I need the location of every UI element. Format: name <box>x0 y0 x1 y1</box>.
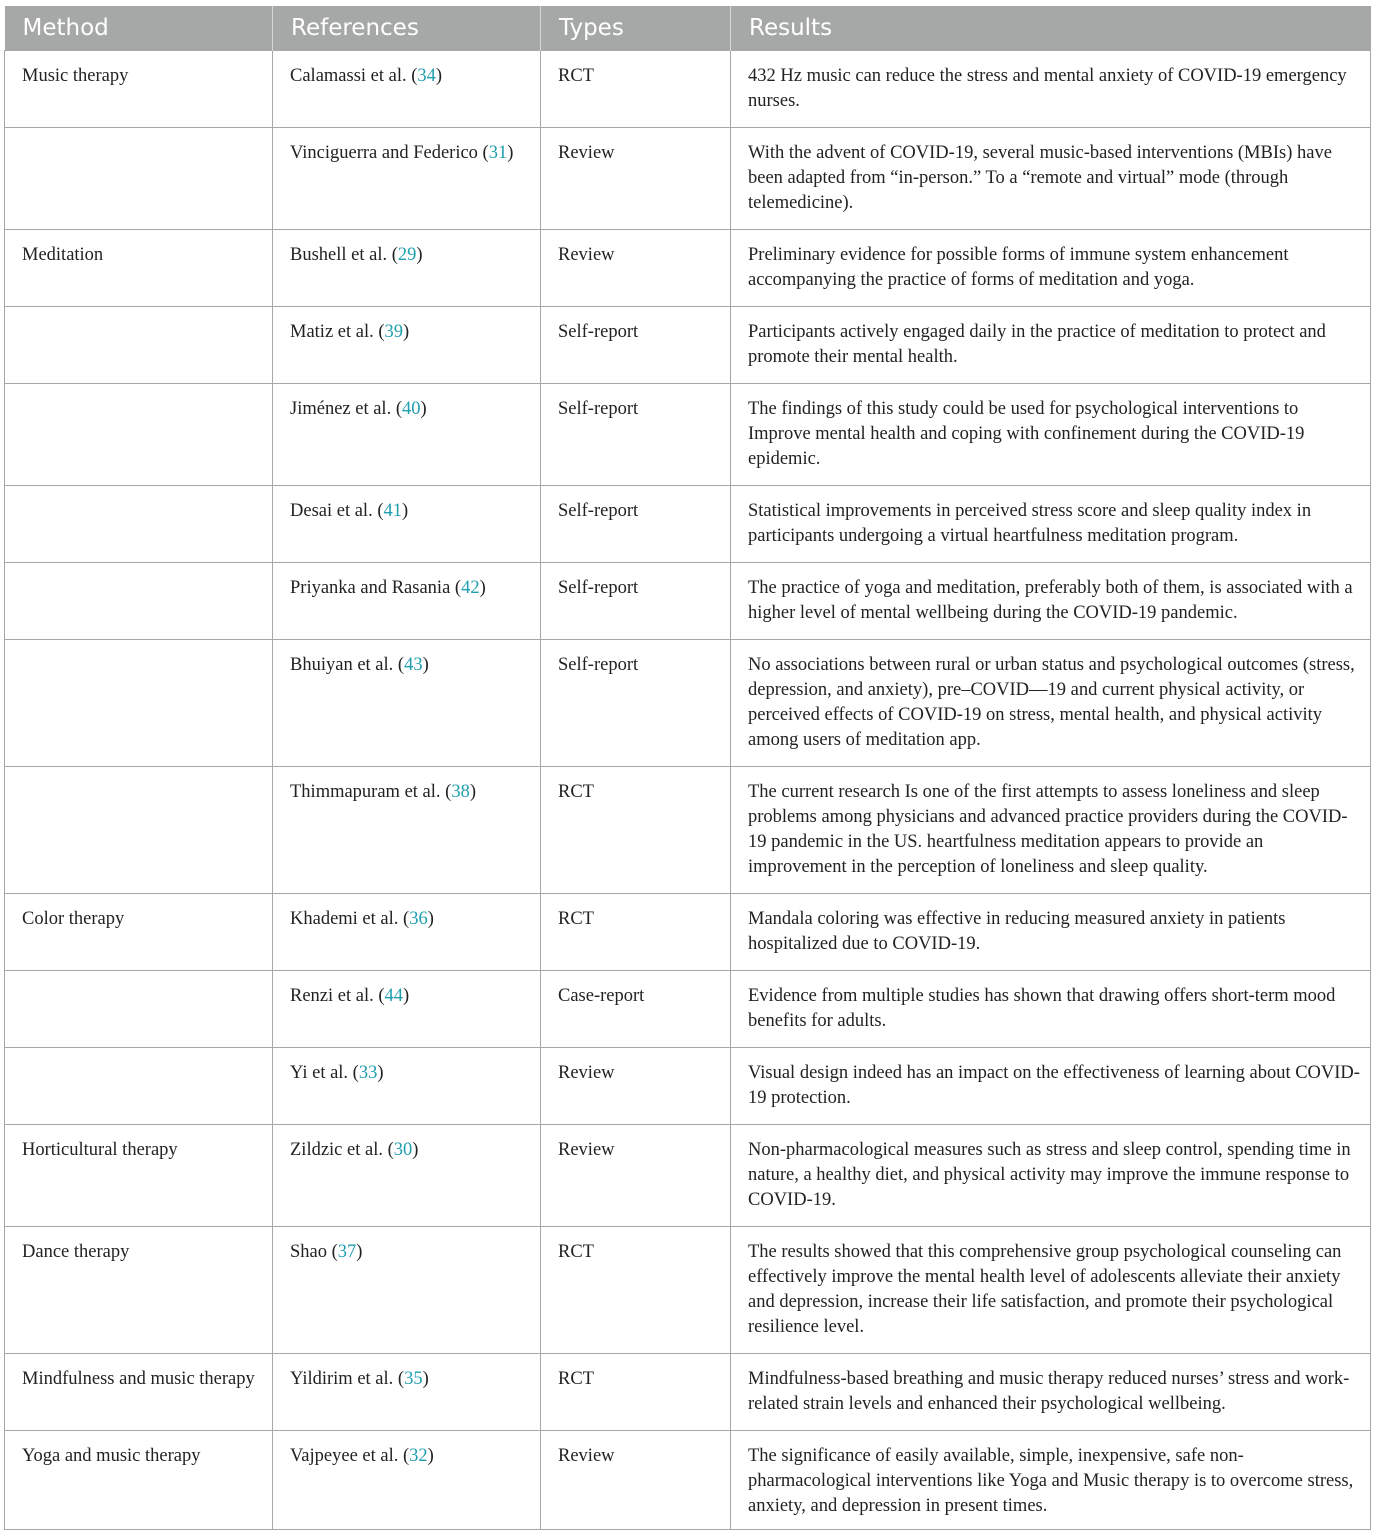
reference-number-link[interactable]: 42 <box>461 578 480 598</box>
table-row <box>5 1227 1371 1354</box>
reference-cell <box>273 767 541 894</box>
table-row <box>5 307 1371 384</box>
reference-cell <box>273 971 541 1048</box>
results-table <box>4 6 1371 1530</box>
result-cell: Participants actively engaged daily in the practice of meditation to protect and promote their mental health. <box>731 307 1371 384</box>
header-types: Types <box>541 6 731 51</box>
reference-author: Thimmapuram et al. ( <box>290 782 452 802</box>
table-row <box>5 640 1371 767</box>
type-cell: Review <box>541 230 731 307</box>
reference-cell <box>273 1431 541 1530</box>
table-row <box>5 1125 1371 1227</box>
method-cell: Music therapy <box>5 51 273 128</box>
result-cell: The current research Is one of the first attempts to assess loneliness and sleep problems among physicians and advanced practice providers during the COVID-19 pandemic in the US. heartfulness meditation appears to provide an improvement in the perception of loneliness and sleep quality. <box>731 767 1371 894</box>
type-cell: Self-report <box>541 307 731 384</box>
reference-close-paren: ) <box>479 578 486 598</box>
reference-number-link[interactable]: 39 <box>384 322 404 342</box>
method-cell <box>5 640 273 767</box>
method-cell <box>5 384 273 486</box>
method-cell: Mindfulness and music therapy <box>5 1354 273 1431</box>
method-cell: Yoga and music therapy <box>5 1431 273 1530</box>
result-cell: Mandala coloring was effective in reducing measured anxiety in patients hospitalized due to COVID-19. <box>731 894 1371 971</box>
type-cell: Self-report <box>541 640 731 767</box>
reference-number-link[interactable]: 38 <box>451 782 470 802</box>
reference-author: Vinciguerra and Federico ( <box>290 143 489 163</box>
table-row <box>5 1431 1371 1530</box>
table-row <box>5 128 1371 230</box>
type-cell: Review <box>541 1125 731 1227</box>
table-body <box>5 51 1371 1530</box>
type-cell: RCT <box>541 51 731 128</box>
table-row <box>5 1048 1371 1125</box>
reference-author: Bushell et al. ( <box>290 245 398 265</box>
type-cell: RCT <box>541 1227 731 1354</box>
reference-close-paren: ) <box>469 782 476 802</box>
reference-number-link[interactable]: 35 <box>404 1369 423 1389</box>
reference-number-link[interactable]: 30 <box>393 1140 413 1160</box>
reference-cell <box>273 1354 541 1431</box>
reference-author: Matiz et al. ( <box>290 322 385 342</box>
reference-close-paren: ) <box>435 66 443 86</box>
header-references: References <box>273 6 541 51</box>
reference-author: Desai et al. ( <box>290 501 384 521</box>
method-cell: Dance therapy <box>5 1227 273 1354</box>
table-row <box>5 384 1371 486</box>
result-cell: Visual design indeed has an impact on the effectiveness of learning about COVID-19 protection. <box>731 1048 1371 1125</box>
reference-close-paren: ) <box>377 1063 384 1083</box>
reference-cell <box>273 230 541 307</box>
reference-number-link[interactable]: 41 <box>383 501 402 521</box>
reference-close-paren: ) <box>507 143 514 163</box>
reference-number-link[interactable]: 33 <box>358 1063 378 1083</box>
method-cell <box>5 563 273 640</box>
reference-cell <box>273 486 541 563</box>
table-row <box>5 563 1371 640</box>
reference-number-link[interactable]: 40 <box>401 399 421 419</box>
result-cell: 432 Hz music can reduce the stress and mental anxiety of COVID-19 emergency nurses. <box>731 51 1371 128</box>
reference-close-paren: ) <box>412 1140 419 1160</box>
reference-close-paren: ) <box>403 322 410 342</box>
reference-close-paren: ) <box>402 501 409 521</box>
type-cell: Case-report <box>541 971 731 1048</box>
table-row <box>5 51 1371 128</box>
reference-author: Khademi et al. ( <box>290 909 410 929</box>
result-cell: No associations between rural or urban status and psychological outcomes (stress, depression, and anxiety), pre–COVID—19 and current physical activity, or perceived effects of COVID-19 on stress, mental health, and physical activity among users of meditation app. <box>731 640 1371 767</box>
table-row <box>5 971 1371 1048</box>
method-cell <box>5 128 273 230</box>
header-method: Method <box>5 6 273 51</box>
type-cell: Self-report <box>541 563 731 640</box>
method-cell: Meditation <box>5 230 273 307</box>
type-cell: RCT <box>541 894 731 971</box>
result-cell: The findings of this study could be used for psychological interventions to Improve mental health and coping with confinement during the COVID-19 epidemic. <box>731 384 1371 486</box>
reference-number-link[interactable]: 31 <box>488 143 508 163</box>
reference-number-link[interactable]: 34 <box>417 66 436 86</box>
method-cell <box>5 486 273 563</box>
reference-author: Yildirim et al. ( <box>290 1369 405 1389</box>
header-row <box>5 6 1371 51</box>
reference-close-paren: ) <box>356 1242 363 1262</box>
result-cell: Mindfulness-based breathing and music therapy reduced nurses’ stress and work-related strain levels and enhanced their psychological wellbeing. <box>731 1354 1371 1431</box>
reference-author: Calamassi et al. ( <box>290 66 418 86</box>
reference-cell <box>273 1048 541 1125</box>
type-cell: RCT <box>541 1354 731 1431</box>
type-cell: RCT <box>541 767 731 894</box>
reference-author: Jiménez et al. ( <box>290 399 402 419</box>
reference-author: Yi et al. ( <box>290 1063 359 1083</box>
reference-author: Renzi et al. ( <box>290 986 385 1006</box>
result-cell: The results showed that this comprehensive group psychological counseling can effectively improve the mental health level of adolescents alleviate their anxiety and depression, increase their life satisfaction, and promote their psychological resilience level. <box>731 1227 1371 1354</box>
reference-close-paren: ) <box>422 655 429 675</box>
type-cell: Review <box>541 1431 731 1530</box>
reference-author: Shao ( <box>290 1242 338 1262</box>
reference-cell <box>273 894 541 971</box>
reference-author: Bhuiyan et al. ( <box>290 655 405 675</box>
reference-close-paren: ) <box>416 245 423 265</box>
reference-cell <box>273 384 541 486</box>
reference-close-paren: ) <box>427 909 434 929</box>
reference-cell <box>273 307 541 384</box>
reference-close-paren: ) <box>422 1369 429 1389</box>
result-cell: With the advent of COVID-19, several music-based interventions (MBIs) have been adapted from “in-person.” To a “remote and virtual” mode (through telemedicine). <box>731 128 1371 230</box>
reference-author: Vajpeyee et al. ( <box>290 1446 410 1466</box>
reference-cell <box>273 51 541 128</box>
table-row <box>5 486 1371 563</box>
method-cell <box>5 1048 273 1125</box>
method-cell <box>5 971 273 1048</box>
reference-cell <box>273 1125 541 1227</box>
reference-cell <box>273 563 541 640</box>
reference-close-paren: ) <box>403 986 410 1006</box>
result-cell: Non-pharmacological measures such as stress and sleep control, spending time in nature, a healthy diet, and physical activity may improve the immune response to COVID-19. <box>731 1125 1371 1227</box>
table-row <box>5 1354 1371 1431</box>
reference-number-link[interactable]: 36 <box>409 909 428 929</box>
result-cell: The significance of easily available, simple, inexpensive, safe non-pharmacological interventions like Yoga and Music therapy is to overcome stress, anxiety, and depression in present times. <box>731 1431 1371 1530</box>
reference-number-link[interactable]: 37 <box>337 1242 357 1262</box>
result-cell: Statistical improvements in perceived stress score and sleep quality index in participants undergoing a virtual heartfulness meditation program. <box>731 486 1371 563</box>
result-cell: Preliminary evidence for possible forms of immune system enhancement accompanying the practice of forms of meditation and yoga. <box>731 230 1371 307</box>
reference-author: Priyanka and Rasania ( <box>290 578 462 598</box>
method-cell <box>5 307 273 384</box>
reference-close-paren: ) <box>420 399 427 419</box>
result-cell: Evidence from multiple studies has shown that drawing offers short-term mood benefits for adults. <box>731 971 1371 1048</box>
reference-cell <box>273 1227 541 1354</box>
type-cell: Self-report <box>541 384 731 486</box>
reference-cell <box>273 640 541 767</box>
type-cell: Review <box>541 1048 731 1125</box>
table-row <box>5 230 1371 307</box>
header-results: Results <box>731 6 1371 51</box>
result-cell: The practice of yoga and meditation, preferably both of them, is associated with a higher level of mental wellbeing during the COVID-19 pandemic. <box>731 563 1371 640</box>
reference-number-link[interactable]: 32 <box>409 1446 428 1466</box>
reference-cell <box>273 128 541 230</box>
table-row <box>5 767 1371 894</box>
reference-number-link[interactable]: 29 <box>397 245 417 265</box>
table-row <box>5 894 1371 971</box>
type-cell: Self-report <box>541 486 731 563</box>
method-cell: Horticultural therapy <box>5 1125 273 1227</box>
reference-number-link[interactable]: 43 <box>404 655 423 675</box>
type-cell: Review <box>541 128 731 230</box>
reference-close-paren: ) <box>427 1446 434 1466</box>
method-cell <box>5 767 273 894</box>
reference-author: Zildzic et al. ( <box>290 1140 394 1160</box>
reference-number-link[interactable]: 44 <box>384 986 404 1006</box>
method-cell: Color therapy <box>5 894 273 971</box>
